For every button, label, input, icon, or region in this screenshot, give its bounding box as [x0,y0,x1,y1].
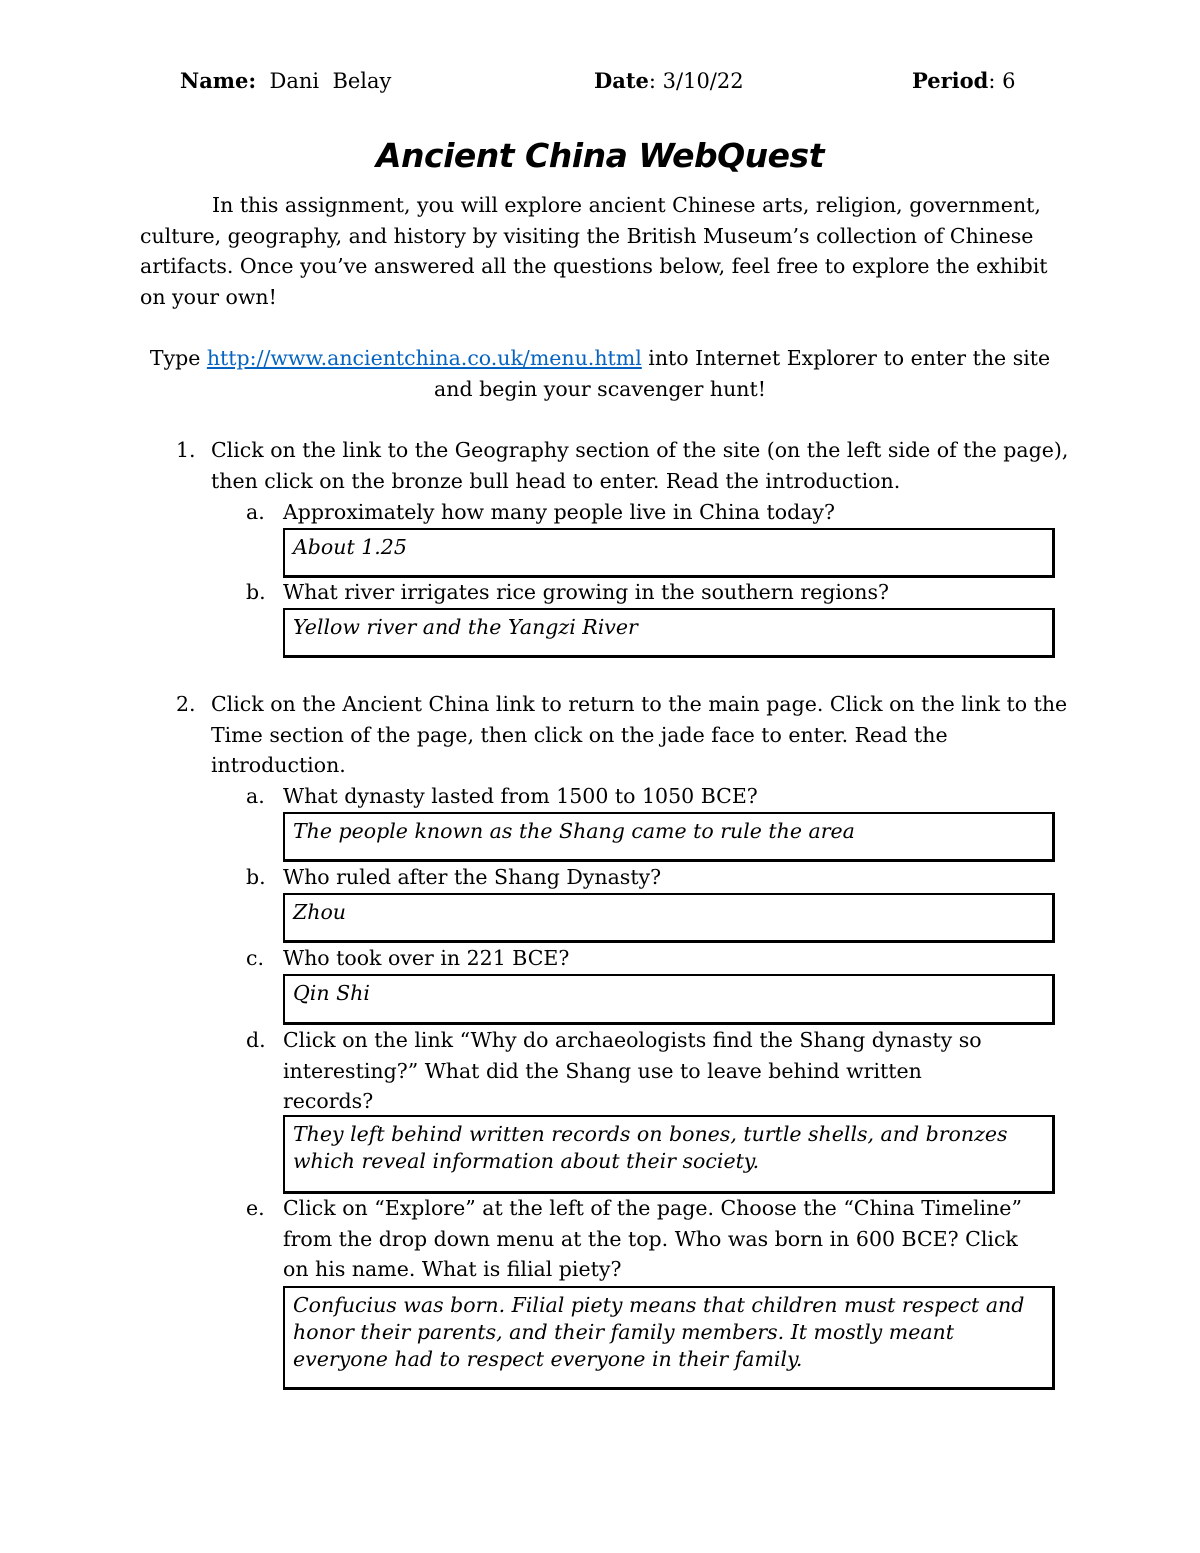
instructions-suffix: into Internet Explorer to enter the site and begin your scavenger hunt! [434,346,1051,401]
period-label: Period [912,68,989,93]
sub-letter: a. [246,500,265,524]
sub-question-text: Who ruled after the Shang Dynasty? [283,865,662,889]
question-number: 2. [176,692,196,716]
answer-box-2e[interactable]: Confucius was born. Filial piety means that children must respect and honor their parents, and their family members. It mostly meant everyone had to respect everyone in their family. [283,1286,1055,1390]
answer-box-1b[interactable]: Yellow river and the Yangzi River [283,608,1055,658]
instructions-prefix: Type [149,346,207,370]
sub-letter: d. [246,1028,266,1052]
sub-question-text: What dynasty lasted from 1500 to 1050 BCE? [283,784,758,808]
period-field [912,68,1015,93]
sub-question-text: Click on the link “Why do archaeologists find the Shang dynasty so interesting?” What did the Shang use to leave behind written records? [283,1028,982,1113]
name-label: Name: [180,68,257,93]
answer-box-1a[interactable]: About 1.25 [283,528,1055,578]
question-text: Click on the Ancient China link to return to the main page. Click on the link to the Time section of the page, then click on the jade face to enter. Read the introduction. [211,692,1068,777]
sub-question-text: Who took over in 221 BCE? [283,946,570,970]
sub-letter: c. [246,946,264,970]
name-value: Dani Belay [269,69,392,93]
answer-box-2c[interactable]: Qin Shi [283,974,1055,1025]
page-title: Ancient China WebQuest [376,136,824,175]
answer-box-2d[interactable]: They left behind written records on bones, turtle shells, and bronzes which reveal information about their society. [283,1115,1055,1194]
sub-letter: b. [246,865,266,889]
sub-question-text: Click on “Explore” at the left of the page. Choose the “China Timeline” from the drop down menu at the top. Who was born in 600 BCE? Click on his name. What is filial piety? [283,1196,1022,1281]
site-link[interactable]: http://www.ancientchina.co.uk/menu.html [206,346,642,370]
answer-box-2a[interactable]: The people known as the Shang came to rule the area [283,812,1055,862]
question-number: 1. [176,438,196,462]
question-text: Click on the link to the Geography section of the site (on the left side of the page), then click on the bronze bull head to enter. Read the introduction. [211,438,1069,493]
answer-box-2b[interactable]: Zhou [283,893,1055,943]
date-label: Date [594,68,649,93]
sub-question-text: What river irrigates rice growing in the southern regions? [283,580,889,604]
date-value: : 3/10/22 [648,69,744,93]
sub-letter: b. [246,580,266,604]
period-value: : 6 [988,69,1016,93]
sub-letter: e. [246,1196,265,1220]
name-field [180,68,391,93]
date-field [594,68,744,93]
sub-letter: a. [246,784,265,808]
sub-question-text: Approximately how many people live in China today? [283,500,835,524]
intro-paragraph: In this assignment, you will explore ancient Chinese arts, religion, government, culture, geography, and history by visiting the British Museum’s collection of Chinese artifacts. Once you’ve answered all the questions below, feel free to explore the exhibit on your own! [140,193,1048,309]
instructions-line [130,343,1070,404]
header-row [0,68,1200,100]
